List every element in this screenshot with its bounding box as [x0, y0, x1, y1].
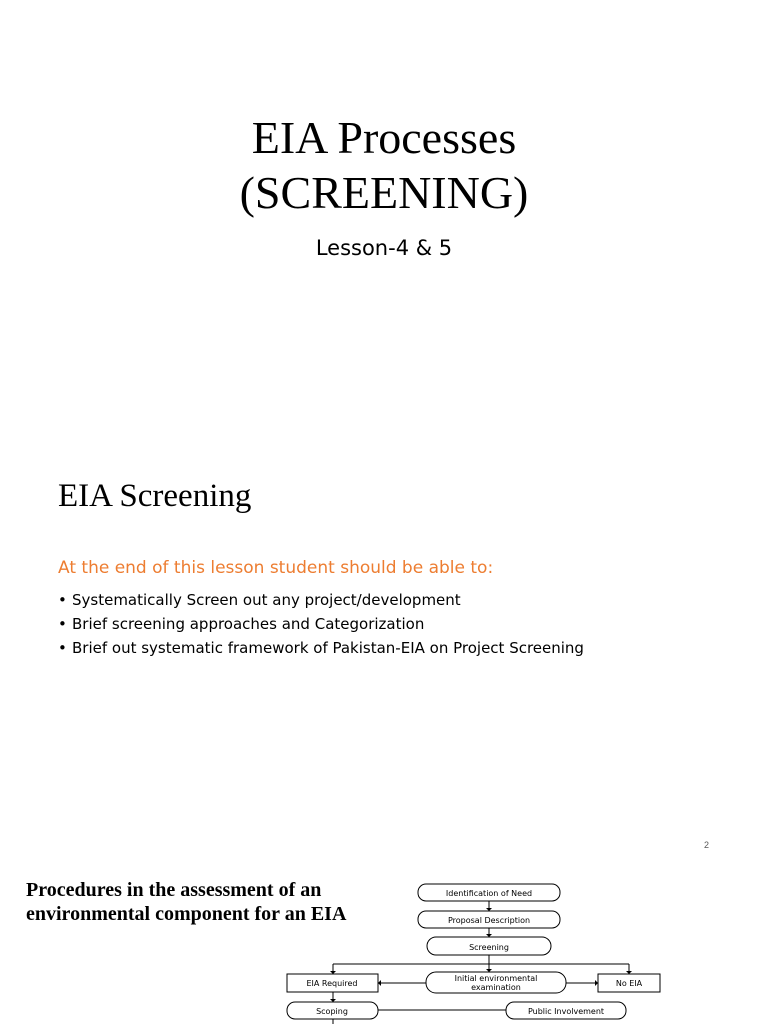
flow-label-no-eia: No EIA	[615, 979, 643, 988]
objectives-intro: At the end of this lesson student should be able to:	[58, 558, 494, 578]
flow-label-screening: Screening	[469, 943, 509, 952]
slide-2-title: EIA Screening	[58, 478, 252, 514]
slide-title-heading	[0, 110, 768, 220]
slide-title	[0, 0, 768, 440]
slide-3-title: Procedures in the assessment of an environmental component for an EIA	[26, 879, 347, 925]
list-item: • Brief out systematic framework of Pakistan-EIA on Project Screening	[58, 636, 584, 660]
flow-label-iee-2: examination	[471, 983, 521, 992]
flow-label-iee-1: Initial environmental	[454, 974, 538, 983]
flow-label-scoping: Scoping	[316, 1007, 348, 1016]
slide-procedures	[0, 860, 768, 1024]
flow-label-identification: Identification of Need	[445, 889, 533, 898]
slide-objectives	[0, 440, 768, 860]
slide-subtitle: Lesson-4 & 5	[315, 236, 453, 260]
list-item: • Systematically Screen out any project/development	[58, 588, 584, 612]
list-item: • Brief screening approaches and Categorization	[58, 612, 584, 636]
page-number: 2	[704, 840, 710, 850]
title-line-1: EIA Processes	[251, 112, 517, 163]
title-line-2: (SCREENING)	[239, 167, 529, 218]
eia-flowchart	[0, 860, 768, 1024]
flow-label-eia-required: EIA Required	[306, 979, 358, 988]
flow-label-public-involvement: Public Involvement	[527, 1007, 605, 1016]
objectives-list	[58, 588, 584, 660]
flow-label-proposal: Proposal Description	[447, 916, 531, 925]
